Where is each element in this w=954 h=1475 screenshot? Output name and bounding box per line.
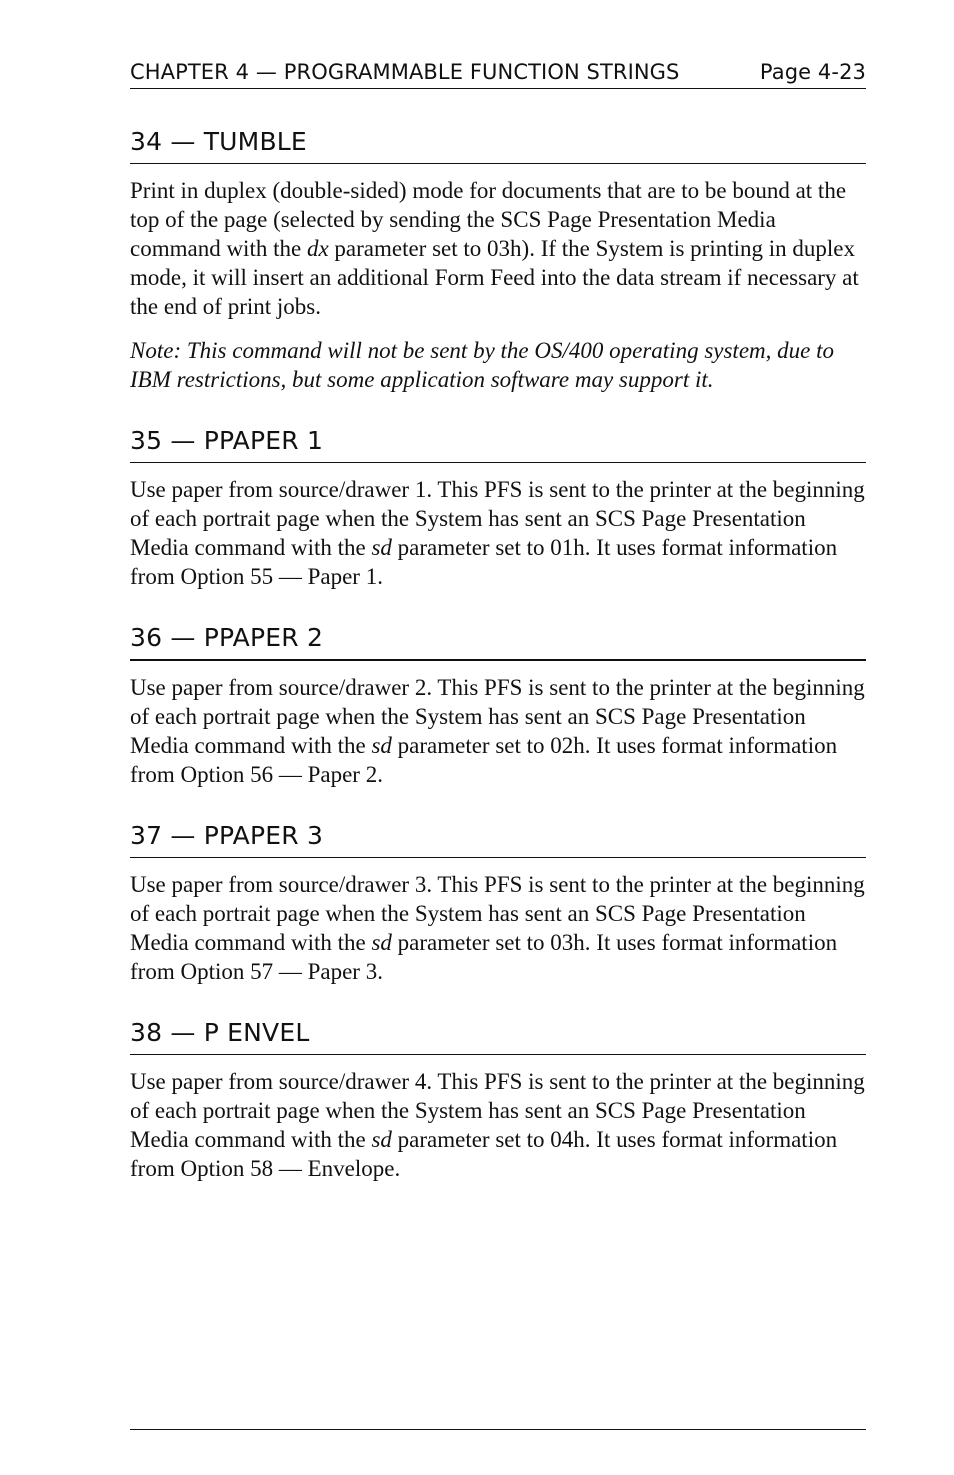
section-ppaper-3	[130, 818, 866, 986]
parameter-name: sd	[371, 1127, 392, 1152]
section-paragraph	[130, 673, 866, 789]
parameter-name: sd	[371, 930, 392, 955]
section-heading: 34 — TUMBLE	[130, 124, 866, 164]
paragraph-text: parameter set to 04h. It uses format information from Option 58 — Envelope.	[130, 1127, 838, 1181]
section-ppaper-2	[130, 620, 866, 789]
footer-rule	[130, 1429, 866, 1430]
paragraph-text: Use paper from source/drawer 3. This PFS is sent to the printer at the beginning of each portrait page when the System has sent an SCS Page Presentation Media command with the	[130, 872, 865, 955]
section-paragraph	[130, 1067, 866, 1183]
chapter-title: CHAPTER 4 — PROGRAMMABLE FUNCTION STRINGS	[130, 60, 680, 84]
section-heading: 37 — PPAPER 3	[130, 818, 866, 858]
section-heading: 35 — PPAPER 1	[130, 423, 866, 463]
section-heading: 38 — P ENVEL	[130, 1015, 866, 1055]
section-p-envel	[130, 1015, 866, 1183]
paragraph-text: Use paper from source/drawer 2. This PFS is sent to the printer at the beginning of each portrait page when the System has sent an SCS Page Presentation Media command with the	[130, 675, 865, 758]
section-paragraph	[130, 176, 866, 321]
section-tumble	[130, 124, 866, 394]
page-number: Page 4-23	[759, 60, 866, 84]
parameter-name: sd	[371, 535, 392, 560]
parameter-name: sd	[371, 733, 392, 758]
running-header	[130, 58, 866, 89]
paragraph-text: parameter set to 03h). If the System is printing in duplex mode, it will insert an additional Form Feed into the data stream if necessary at the end of print jobs.	[130, 236, 859, 319]
section-paragraph	[130, 475, 866, 591]
document-page	[130, 0, 866, 1475]
paragraph-text: parameter set to 03h. It uses format information from Option 57 — Paper 3.	[130, 930, 838, 984]
section-ppaper-1	[130, 423, 866, 591]
paragraph-text: Use paper from source/drawer 4. This PFS is sent to the printer at the beginning of each portrait page when the System has sent an SCS Page Presentation Media command with the	[130, 1069, 865, 1152]
paragraph-text: parameter set to 01h. It uses format information from Option 55 — Paper 1.	[130, 535, 838, 589]
paragraph-text: Use paper from source/drawer 1. This PFS is sent to the printer at the beginning of each portrait page when the System has sent an SCS Page Presentation Media command with the	[130, 477, 865, 560]
paragraph-text: Print in duplex (double-sided) mode for documents that are to be bound at the top of the page (selected by sending the SCS Page Presentation Media command with the	[130, 178, 847, 261]
paragraph-text: parameter set to 02h. It uses format information from Option 56 — Paper 2.	[130, 733, 838, 787]
section-heading: 36 — PPAPER 2	[130, 620, 866, 661]
sections	[130, 124, 866, 1183]
section-note: Note: This command will not be sent by the OS/400 operating system, due to IBM restrictions, but some application software may support it.	[130, 338, 834, 392]
parameter-name: dx	[306, 236, 329, 261]
section-paragraph	[130, 870, 866, 986]
